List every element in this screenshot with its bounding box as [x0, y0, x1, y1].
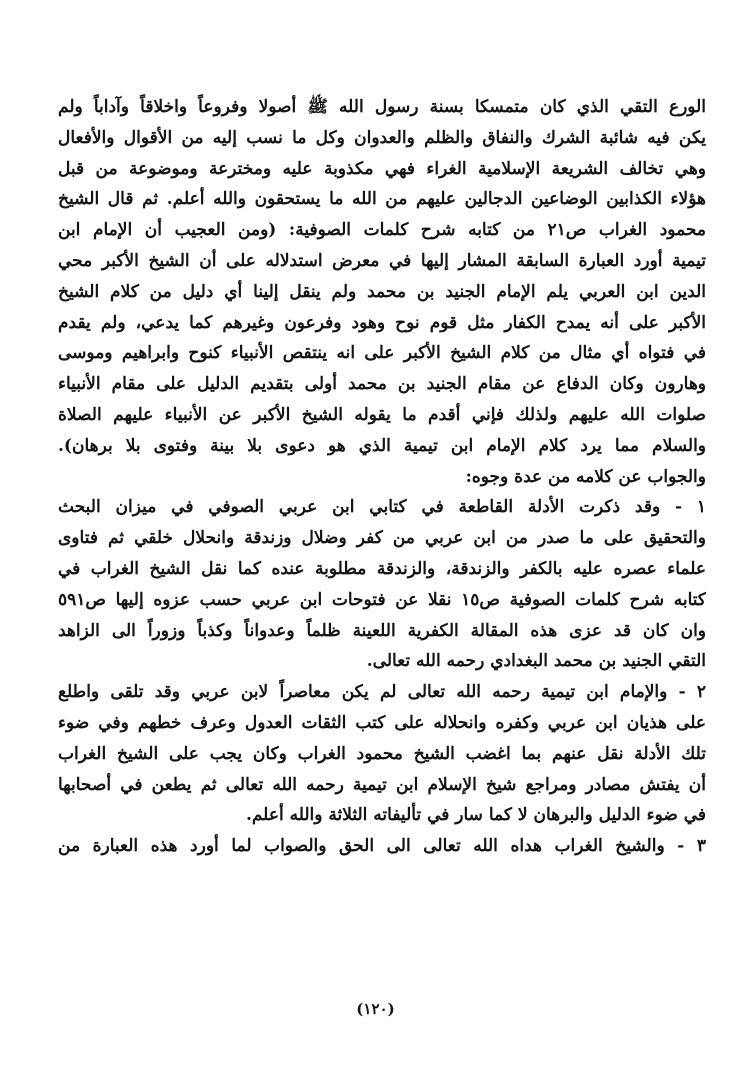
text-line: في فتواه أي مثال من كلام الشيخ الأكبر على انه ينتقص الأنبياء كنوح وابراهيم وموسى: [58, 343, 706, 364]
text-line: على هذيان ابن عربي وكفره وانحلاله على كتب الثقات العدول وعرف خطهم وفي ضوء: [58, 712, 706, 733]
text-line: التقي الجنيد بن محمد البغدادي رحمه الله تعالى.: [366, 651, 706, 672]
body-text: [58, 92, 706, 862]
text-line: هؤلاء الكذابين الوضاعين الدجالين عليهم من الله ما يستحقون والله أعلم. ثم قال الشيخ: [58, 189, 706, 210]
text-line: علماء عصره عليه بالكفر والزندقة، والزندقة مطلوبة عنده كما نقل الشيخ الغراب في: [58, 558, 706, 579]
page-number: (١٢٠): [356, 1000, 395, 1018]
text-line: في ضوء الدليل والبرهان لا كما سار في تأليفاته الثلاثة والله أعلم.: [245, 805, 706, 826]
text-line: والتحقيق على ما صدر من ابن عربي من كفر وضلال وزندقة وانحلال خلقي ثم فتاوى: [58, 528, 706, 549]
text-line: والسلام مما يرد كلام الإمام ابن تيمية الذي هو دعوى بلا بينة وفتوى بلا برهان).: [58, 435, 706, 456]
text-line: وهي تخالف الشريعة الإسلامية الغراء فهي مكذوبة عليه ومخترعة وموضوعة من قبل: [58, 158, 706, 179]
text-line: كتابه شرح كلمات الصوفية ص١٥ نقلا عن فتوحات ابن عربي حسب عزوه إليها ص٥٩١: [58, 589, 706, 610]
text-line: أن يفتش مصادر ومراجع شيخ الإسلام ابن تيمية رحمه الله تعالى ثم يطعن في أصحابها: [58, 774, 706, 795]
text-line: وهارون وكان الدفاع عن مقام الجنيد بن محمد أولى بتقديم الدليل على مقام الأنبياء: [58, 374, 706, 395]
text-line: الورع التقي الذي كان متمسكا بسنة رسول الله ﷺ أصولا وفروعاً واخلاقاً وآداباً ولم: [58, 97, 706, 117]
text-line: تيمية أورد العبارة السابقة المشار إليها في معرض استدلاله على أن الشيخ الأكبر محي: [58, 250, 706, 271]
text-line: الدين ابن العربي يلم الإمام الجنيد بن محمد ولم ينقل إلينا أي دليل من كلام الشيخ: [58, 281, 706, 302]
text-line: ٣ - والشيخ الغراب هداه الله تعالى الى الحق والصواب لما أورد هذه العبارة من: [58, 836, 706, 857]
text-line: محمود الغراب ص٢١ من كتابه شرح كلمات الصوفية: (ومن العجيب أن الإمام ابن: [58, 220, 706, 241]
text-line: والجواب عن كلامه من عدة وجوه:: [465, 466, 706, 487]
text-line: وان كان قد عزى هذه المقالة الكفرية اللعينة ظلماً وعدواناً وكذباً وزوراً الى الزاهد: [58, 620, 706, 641]
text-line: ٢ - والإمام ابن تيمية رحمه الله تعالى لم يكن معاصراً لابن عربي وقد تلقى واطلع: [58, 682, 706, 703]
text-line: يكن فيه شائبة الشرك والنفاق والظلم والعدوان وكل ما نسب إليه من الأقوال والأفعال: [58, 127, 706, 148]
text-line: ١ - وقد ذكرت الأدلة القاطعة في كتابي ابن عربي الصوفي في ميزان البحث: [58, 497, 706, 518]
text-line: الأكبر على أنه يمدح الكفار مثل قوم نوح وهود وفرعون وغيرهم كما يدعي، ولم يقدم: [58, 312, 706, 333]
text-line: تلك الأدلة نقل عنهم بما اغضب الشيخ محمود الغراب وكان يجب على الشيخ الغراب: [58, 743, 706, 764]
text-line: صلوات الله عليهم ولذلك فإني أقدم ما يقوله الشيخ الأكبر عن الأنبياء عليهم الصلاة: [58, 404, 706, 425]
